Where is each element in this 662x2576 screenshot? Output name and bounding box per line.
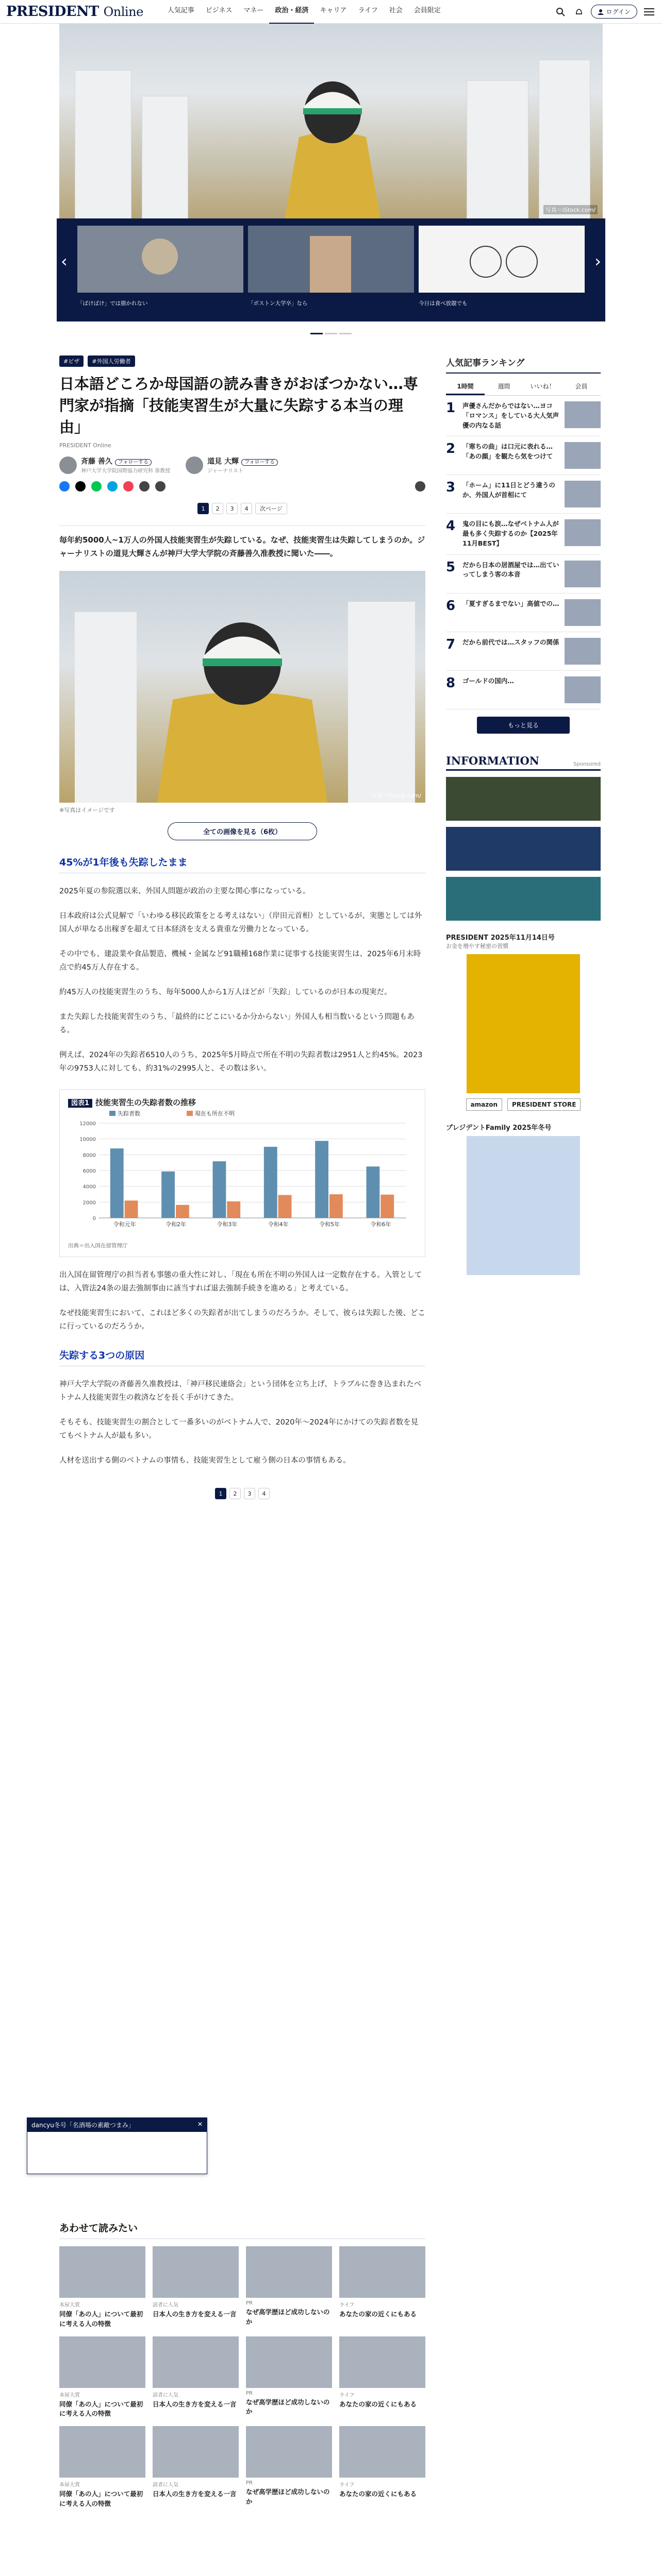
rank-number: 5 xyxy=(446,559,456,575)
more-button[interactable]: もっと見る xyxy=(477,717,570,734)
rec-title: 同僚「あの人」について最初に考える人の特徴 xyxy=(59,2490,143,2507)
photo-caption: ※写真はイメージです xyxy=(59,806,115,814)
print-icon[interactable] xyxy=(155,481,166,492)
article-photo[interactable] xyxy=(59,571,425,803)
main-nav xyxy=(162,0,446,24)
rec-card[interactable] xyxy=(339,2426,425,2509)
rec-title: 日本人の生き方を変える一言 xyxy=(153,2490,237,2498)
rank-thumbnail xyxy=(565,442,601,469)
rec-title: あなたの家の近くにもある xyxy=(339,2490,417,2498)
rec-thumbnail xyxy=(59,2426,145,2478)
section-heading: 45%が1年後も失踪したまま xyxy=(59,855,425,873)
bell-icon[interactable] xyxy=(572,5,586,19)
nav-life[interactable]: ライフ xyxy=(358,7,378,14)
rec-card[interactable] xyxy=(339,2336,425,2419)
legend-swatch xyxy=(187,1111,193,1116)
rank-title: ゴールドの国内… xyxy=(462,676,514,685)
share-bar xyxy=(59,481,425,492)
carousel-item[interactable] xyxy=(419,226,585,293)
bar xyxy=(125,1200,138,1218)
article-lead: 毎年約5000人~1万人の外国人技能実習生が失踪している。なぜ、技能実習生は失踪してしまうのか。ジャーナリストの道見大輝さんが神戸大学大学院の斉藤善久准教授に聞いた――。 xyxy=(59,526,425,561)
bar xyxy=(110,1148,124,1218)
paragraph: 人材を送出する側のベトナムの事情も、技能実習生として雇う側の日本の事情もある。 xyxy=(59,1456,351,1465)
float-title: dancyu冬号「名酒場の素敵つまみ」 xyxy=(31,2122,135,2129)
rank-thumbnail xyxy=(565,561,601,587)
rec-thumbnail xyxy=(59,2336,145,2388)
info-title: INFORMATION xyxy=(446,754,540,767)
rank-number: 7 xyxy=(446,636,456,652)
amazon-button[interactable]: amazon xyxy=(466,1098,502,1111)
hatena-icon[interactable] xyxy=(107,481,118,492)
rank-title: 「夏すぎるまでない」高値での… xyxy=(462,599,559,607)
page-nav-bottom xyxy=(59,1488,425,1499)
ranking-item[interactable] xyxy=(446,396,601,436)
ranking-item[interactable] xyxy=(446,632,601,671)
rec-card[interactable] xyxy=(153,2426,239,2509)
author-role: 神戸大学大学院国際協力研究科 准教授 xyxy=(81,468,171,474)
paragraph: 2025年夏の参院選以来、外国人問題が政治の主要な関心事になっている。 xyxy=(59,887,310,895)
rec-kicker: ライフ xyxy=(339,2302,355,2308)
y-tick-label: 12000 xyxy=(79,1121,96,1127)
rank-title: 声優さんだからではない…ヨコ「ロマンス」をしている大人気声優の内なる話 xyxy=(462,402,559,429)
rank-number: 2 xyxy=(446,441,456,457)
paragraph: 約45万人の技能実習生のうち、毎年5000人から1万人ほどが「失踪」しているのが日本の現実だ。 xyxy=(59,988,392,997)
rec-thumbnail xyxy=(339,2336,425,2388)
section-heading: 失踪する3つの原因 xyxy=(59,1348,425,1366)
rec-thumbnail xyxy=(339,2246,425,2298)
page-link[interactable]: 2 xyxy=(212,503,223,514)
related-articles xyxy=(59,2221,425,2509)
hero-credit: 写真＝iStock.com/ xyxy=(543,205,598,214)
nav-politics[interactable]: 政治・経済 xyxy=(269,0,314,24)
legend-label: 現在も所在不明 xyxy=(195,1110,235,1117)
photo-credit: 写真＝iStock.com/ xyxy=(371,792,421,799)
nav-business[interactable]: ビジネス xyxy=(205,7,233,14)
carousel-item[interactable] xyxy=(77,226,243,293)
chart-title: 技能実習生の失踪者数の推移 xyxy=(95,1097,196,1107)
ranking-tabs xyxy=(446,379,601,396)
magazine-subtitle: お金を増やす秘密の習慣 xyxy=(446,942,508,950)
rec-kicker: PR xyxy=(246,2480,253,2486)
x-icon[interactable] xyxy=(75,481,86,492)
rec-title: あなたの家の近くにもある xyxy=(339,2400,417,2408)
rec-kicker: PR xyxy=(246,2300,253,2306)
login-label: ログイン xyxy=(606,8,631,15)
rank-thumbnail xyxy=(565,638,601,665)
legend-label: 失踪者数 xyxy=(118,1110,140,1117)
bar xyxy=(329,1194,343,1218)
rec-thumbnail xyxy=(153,2246,239,2298)
paragraph: そもそも、技能実習生の割合として一番多いのがベトナム人で、2020年〜2024年にかけての失踪者数を見てもベトナム人が最も多い。 xyxy=(59,1418,419,1440)
nav-members[interactable]: 会員限定 xyxy=(413,7,441,14)
rec-title: なぜ高学歴ほど成功しないのか xyxy=(246,2398,330,2416)
author[interactable] xyxy=(186,456,278,474)
next-page[interactable]: 次ページ xyxy=(255,503,287,514)
rec-card[interactable] xyxy=(246,2336,332,2419)
paragraph: また失踪した技能実習生のうち、「最終的にどこにいるか分からない」外国人も相当数いるという問題もある。 xyxy=(59,1013,415,1035)
avatar xyxy=(186,456,203,474)
rec-title: なぜ高学歴ほど成功しないのか xyxy=(246,2488,330,2505)
x-tick-label: 令和2年 xyxy=(166,1221,186,1228)
rank-number: 1 xyxy=(446,400,456,416)
bookmark-icon[interactable] xyxy=(415,481,425,492)
rec-title: 日本人の生き方を変える一言 xyxy=(153,2310,237,2318)
rank-title: 鬼の目にも涙…なぜベトナム人が最も多く失踪するのか【2025年11月BEST】 xyxy=(462,520,559,547)
rec-thumbnail xyxy=(246,2246,332,2298)
facebook-icon[interactable] xyxy=(59,481,70,492)
rec-kicker: 読者に人気 xyxy=(153,2482,178,2488)
floating-ad[interactable] xyxy=(27,2117,207,2174)
photo-illustration xyxy=(59,571,425,803)
rec-thumbnail xyxy=(153,2336,239,2388)
follow-button[interactable]: フォローする xyxy=(241,459,278,466)
y-tick-label: 0 xyxy=(92,1215,96,1222)
x-tick-label: 令和5年 xyxy=(319,1221,340,1228)
x-tick-label: 令和元年 xyxy=(113,1221,136,1228)
rec-thumbnail xyxy=(246,2336,332,2388)
tab-week[interactable]: 週間 xyxy=(498,383,510,390)
follow-button[interactable]: フォローする xyxy=(115,459,152,466)
site-logo[interactable] xyxy=(6,4,143,20)
pocket-icon[interactable] xyxy=(123,481,134,492)
sponsored-label: Sponsored xyxy=(573,761,601,767)
rec-kicker: 本屋大賞 xyxy=(59,2392,80,2398)
paragraph: なぜ技能実習生において、これほど多くの失踪者が出てしまうのだろうか。そして、彼らは失踪した後、どこに行っているのだろうか。 xyxy=(59,1309,425,1331)
y-tick-label: 8000 xyxy=(82,1152,96,1158)
article xyxy=(59,355,425,1499)
login-button[interactable] xyxy=(591,5,637,19)
rec-kicker: 読者に人気 xyxy=(153,2302,178,2308)
bar xyxy=(264,1146,277,1217)
logo-suffix: Online xyxy=(103,5,143,19)
rank-thumbnail xyxy=(565,481,601,507)
rank-number: 8 xyxy=(446,675,456,691)
rec-thumbnail xyxy=(59,2246,145,2298)
rec-card[interactable] xyxy=(246,2426,332,2509)
ranking-item[interactable] xyxy=(446,436,601,475)
y-tick-label: 6000 xyxy=(82,1168,96,1174)
rec-card[interactable] xyxy=(246,2246,332,2329)
chart-figure xyxy=(59,1089,425,1257)
rec-card[interactable] xyxy=(59,2246,145,2329)
tab-hour[interactable]: 1時間 xyxy=(446,379,485,395)
page-link[interactable]: 1 xyxy=(197,503,209,514)
figure-number: 図表1 xyxy=(68,1099,92,1108)
paragraph: 日本政府は公式見解で「いわゆる移民政策をとる考えはない」（岸田元首相）としているが、実態としては外国人が単なる出稼ぎを超えて日本経済を支える貴重な労働力となっている。 xyxy=(59,911,422,934)
all-images-button[interactable]: 全ての画像を見る（6枚） xyxy=(168,822,317,840)
page-link[interactable]: 3 xyxy=(226,503,238,514)
family-title: プレジデントFamily 2025年冬号 xyxy=(446,1124,552,1132)
paragraph: 例えば、2024年の失踪者6510人のうち、2025年5月時点で所在不明の失踪者数は2951人と約45%。2023年の9753人に対しても、約31%の2995人と、その数は多い。 xyxy=(59,1051,423,1073)
rec-card[interactable] xyxy=(153,2336,239,2419)
paragraph: 出入国在留管理庁の担当者も事態の重大性に対し、「現在も所在不明の外国人は一定数存在する。入管としては、入管法24条の退去強制事由に該当すれば退去強制手続きを進める」と考えている。 xyxy=(59,1270,422,1293)
ranking-item[interactable] xyxy=(446,594,601,632)
rank-title: だから日本の居酒屋では…出ていってしまう客の本音 xyxy=(462,561,559,579)
user-icon xyxy=(598,9,604,15)
rec-kicker: 本屋大賞 xyxy=(59,2302,80,2308)
authors xyxy=(59,456,425,474)
nav-society[interactable]: 社会 xyxy=(389,7,403,14)
feature-carousel xyxy=(57,218,605,321)
carousel-caption[interactable]: 「ボストン大学卒」なら xyxy=(248,300,308,307)
rec-thumbnail xyxy=(339,2426,425,2478)
rank-thumbnail xyxy=(565,676,601,703)
bar xyxy=(161,1171,175,1217)
rec-card[interactable] xyxy=(339,2246,425,2329)
sidebar xyxy=(446,355,601,1275)
store-button[interactable]: PRESIDENT STORE xyxy=(507,1098,581,1111)
bar xyxy=(278,1195,292,1217)
x-tick-label: 令和3年 xyxy=(217,1221,238,1228)
y-tick-label: 2000 xyxy=(82,1199,96,1206)
rec-kicker: PR xyxy=(246,2390,253,2396)
paragraph: 神戸大学大学院の斉藤善久准教授は、「神戸移民連絡会」という団体を立ち上げ、トラブルに巻き込まれたベトナム人技能実習生の救済などを長く手がけてきた。 xyxy=(59,1380,422,1402)
carousel-prev-icon[interactable]: ‹ xyxy=(61,251,68,271)
ranking-list xyxy=(446,396,601,709)
x-tick-label: 令和6年 xyxy=(370,1221,391,1228)
page-link[interactable]: 4 xyxy=(241,503,252,514)
page-nav xyxy=(59,503,425,514)
x-tick-label: 令和4年 xyxy=(268,1221,289,1228)
rec-card[interactable] xyxy=(59,2336,145,2419)
rec-kicker: ライフ xyxy=(339,2482,355,2488)
top-bar xyxy=(0,0,662,24)
bar xyxy=(213,1161,226,1218)
rank-title: だから前代では…スタッフの関係 xyxy=(462,638,559,646)
rank-thumbnail xyxy=(565,401,601,428)
page-link[interactable]: 3 xyxy=(244,1488,255,1499)
rec-title: あなたの家の近くにもある xyxy=(339,2310,417,2318)
worker-figure xyxy=(271,70,394,218)
page-link[interactable]: 2 xyxy=(229,1488,241,1499)
rec-title: なぜ高学歴ほど成功しないのか xyxy=(246,2308,330,2326)
magazine-promo xyxy=(446,932,601,1111)
rank-title: 「寒ちの曲」は口元に表れる…「あの顔」を観たら気をつけて xyxy=(462,443,553,460)
family-cover[interactable] xyxy=(467,1136,580,1275)
carousel-next-icon[interactable]: › xyxy=(594,251,601,271)
search-icon[interactable] xyxy=(554,5,567,19)
bar-chart xyxy=(68,1108,417,1236)
ranking-item[interactable] xyxy=(446,514,601,554)
line-icon[interactable] xyxy=(91,481,102,492)
rec-kicker: 読者に人気 xyxy=(153,2392,178,2398)
tag[interactable]: #外国人労働者 xyxy=(88,355,135,367)
rank-number: 6 xyxy=(446,598,456,614)
rank-thumbnail xyxy=(565,519,601,546)
logo-text: PRESIDENT xyxy=(6,4,99,20)
bar xyxy=(367,1166,380,1218)
rank-thumbnail xyxy=(565,599,601,626)
rec-kicker: 本屋大賞 xyxy=(59,2482,80,2488)
rank-number: 4 xyxy=(446,518,456,534)
rec-thumbnail xyxy=(246,2426,332,2478)
family-promo xyxy=(446,1122,601,1275)
carousel-item[interactable] xyxy=(248,226,414,293)
ranking-item[interactable] xyxy=(446,555,601,594)
bar xyxy=(227,1201,240,1217)
info-ad[interactable] xyxy=(446,827,601,871)
rank-number: 3 xyxy=(446,480,456,496)
info-ad[interactable] xyxy=(446,877,601,921)
tab-members[interactable]: 会員 xyxy=(575,383,588,390)
rec-title: 日本人の生き方を変える一言 xyxy=(153,2400,237,2408)
bar xyxy=(176,1205,189,1217)
nav-popular[interactable]: 人気記事 xyxy=(167,7,194,14)
page-link[interactable]: 4 xyxy=(258,1488,270,1499)
ranking-item[interactable] xyxy=(446,475,601,514)
bar xyxy=(380,1194,394,1217)
tag[interactable]: #ビザ xyxy=(59,355,84,367)
menu-icon[interactable] xyxy=(642,5,656,19)
y-tick-label: 4000 xyxy=(82,1184,96,1190)
tab-likes[interactable]: いいね！ xyxy=(530,383,555,390)
author-name: 斉藤 善久 xyxy=(81,457,112,466)
ranking-item[interactable] xyxy=(446,671,601,709)
link-icon[interactable] xyxy=(139,481,150,492)
rec-card[interactable] xyxy=(153,2246,239,2329)
carousel-caption[interactable]: 今日は食べ放題でも xyxy=(419,300,468,307)
info-ad[interactable] xyxy=(446,777,601,821)
rec-card[interactable] xyxy=(59,2426,145,2509)
article-tags xyxy=(59,355,425,367)
close-icon[interactable]: ✕ xyxy=(197,2121,203,2128)
chart-source: 出典＝出入国在留管理庁 xyxy=(68,1242,128,1249)
magazine-cover[interactable] xyxy=(467,954,580,1093)
avatar xyxy=(59,456,77,474)
paragraph: その中でも、建設業や食品製造、機械・金属など91職種168作業に従事する技能実習生は、2025年6月末時点で約45万人存在する。 xyxy=(59,950,421,972)
bar xyxy=(315,1141,328,1218)
carousel-dots xyxy=(0,329,662,336)
ranking-title: 人気記事ランキング xyxy=(446,355,601,374)
author[interactable] xyxy=(59,456,170,474)
article-title: 日本語どころか母国語の読み書きがおぼつかない…専門家が指摘「技能実習生が大量に失踪する本当の理由」 xyxy=(59,375,419,436)
hero-image xyxy=(59,24,603,218)
legend-swatch xyxy=(109,1111,115,1116)
rec-title: 同僚「あの人」について最初に考える人の特徴 xyxy=(59,2400,143,2418)
author-role: ジャーナリスト xyxy=(207,468,243,474)
y-tick-label: 10000 xyxy=(79,1137,96,1143)
rec-title: 同僚「あの人」について最初に考える人の特徴 xyxy=(59,2310,143,2328)
rec-thumbnail xyxy=(153,2426,239,2478)
also-read-title: あわせて読みたい xyxy=(59,2221,425,2239)
rank-title: 「ホーム」に11日とどう違うのか、外国人が首相にて xyxy=(462,481,555,499)
carousel-caption[interactable]: 「ばけばけ」では描かれない xyxy=(77,300,148,307)
author-name: 道見 大輝 xyxy=(207,457,239,466)
page-link[interactable]: 1 xyxy=(215,1488,226,1499)
rec-kicker: ライフ xyxy=(339,2392,355,2398)
magazine-title: PRESIDENT 2025年11月14日号 xyxy=(446,934,555,942)
site-credit: PRESIDENT Online xyxy=(59,442,111,449)
nav-career[interactable]: キャリア xyxy=(320,7,347,14)
nav-money[interactable]: マネー xyxy=(243,7,264,14)
info-header xyxy=(446,754,601,771)
